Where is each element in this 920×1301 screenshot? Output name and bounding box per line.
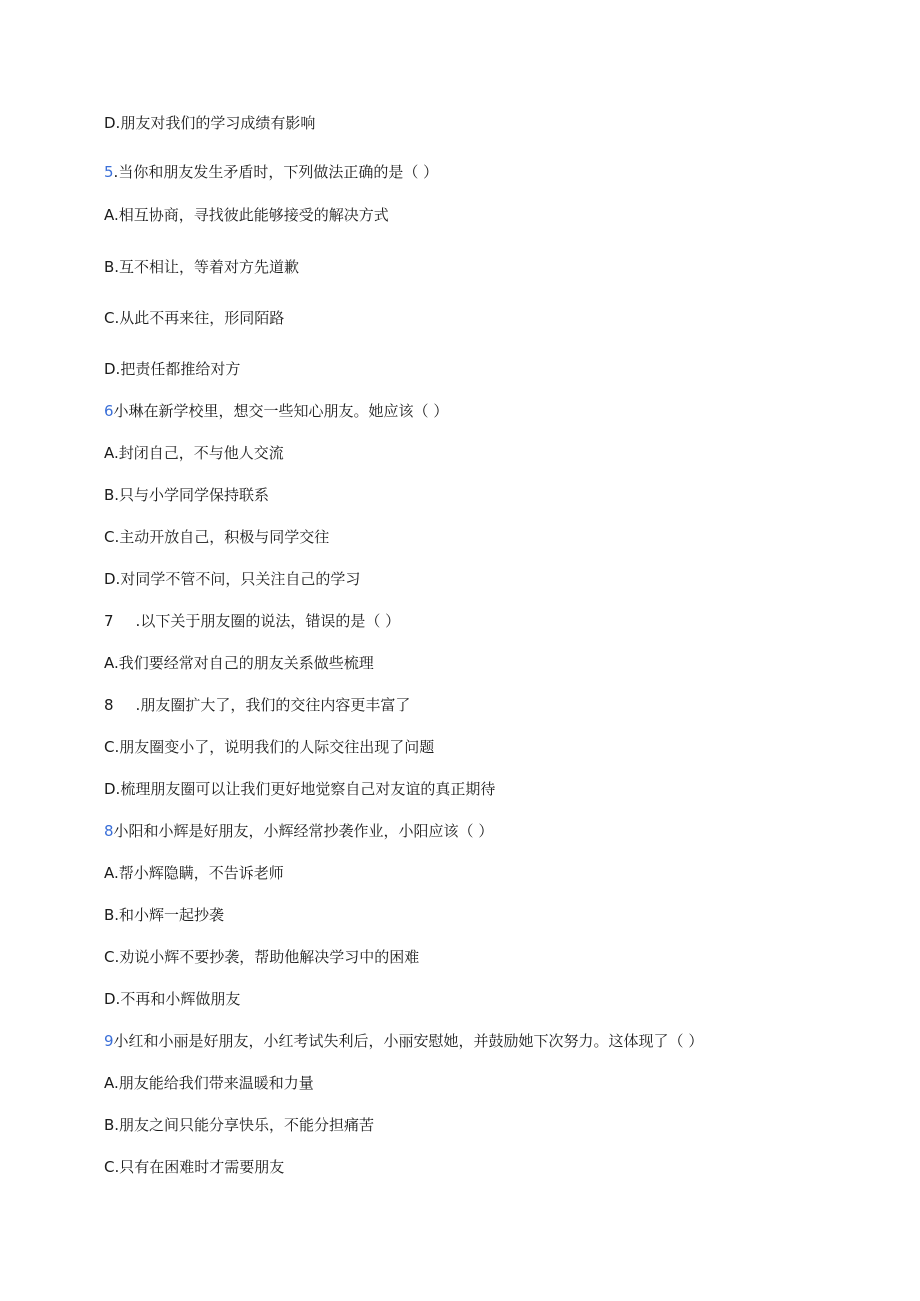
q9-option-b: B.朋友之间只能分享快乐，不能分担痛苦 <box>104 1116 375 1134</box>
q6-option-b: B.只与小学同学保持联系 <box>104 486 270 504</box>
q5-option-a: A.相互协商，寻找彼此能够接受的解决方式 <box>104 206 389 224</box>
question-5 <box>104 162 438 182</box>
q7-option-d: D.梳理朋友圈可以让我们更好地觉察自己对友谊的真正期待 <box>104 780 496 798</box>
q9-option-a: A.朋友能给我们带来温暖和力量 <box>104 1074 314 1092</box>
q5-option-c: C.从此不再来往，形同陌路 <box>104 309 285 327</box>
q6-option-d: D.对同学不管不问，只关注自己的学习 <box>104 570 361 588</box>
question-7 <box>104 611 400 631</box>
q6-option-c: C.主动开放自己，积极与同学交往 <box>104 528 330 546</box>
q7-option-c: C.朋友圈变小了，说明我们的人际交往出现了问题 <box>104 738 435 756</box>
misnumbered-label: 8 <box>104 696 114 714</box>
question-text: .当你和朋友发生矛盾时，下列做法正确的是（ ） <box>113 163 439 181</box>
question-9 <box>104 1031 703 1051</box>
question-number: 8 <box>104 822 114 840</box>
option-text: .朋友圈扩大了，我们的交往内容更丰富了 <box>135 696 411 714</box>
q6-option-a: A.封闭自己，不与他人交流 <box>104 444 284 462</box>
question-number: 5 <box>104 163 114 181</box>
question-number: 9 <box>104 1032 114 1050</box>
q8-option-d: D.不再和小辉做朋友 <box>104 990 241 1008</box>
question-text: 小琳在新学校里，想交一些知心朋友。她应该（ ） <box>113 402 449 420</box>
question-8 <box>104 821 493 841</box>
question-text: 小阳和小辉是好朋友，小辉经常抄袭作业，小阳应该（ ） <box>113 822 494 840</box>
q8-option-a: A.帮小辉隐瞒，不告诉老师 <box>104 864 284 882</box>
q8-option-b: B.和小辉一起抄袭 <box>104 906 225 924</box>
question-text: .以下关于朋友圈的说法，错误的是（ ） <box>135 612 401 630</box>
question-number: 7 <box>104 612 114 630</box>
q8-option-c: C.劝说小辉不要抄袭，帮助他解决学习中的困难 <box>104 948 420 966</box>
question-number: 6 <box>104 402 114 420</box>
q7-option-b <box>104 695 410 715</box>
q7-option-a: A.我们要经常对自己的朋友关系做些梳理 <box>104 654 374 672</box>
q5-option-b: B.互不相让，等着对方先道歉 <box>104 258 300 276</box>
question-6 <box>104 401 448 421</box>
q4-option-d: D.朋友对我们的学习成绩有影响 <box>104 114 316 132</box>
q9-option-c: C.只有在困难时才需要朋友 <box>104 1158 285 1176</box>
q5-option-d: D.把责任都推给对方 <box>104 360 241 378</box>
question-text: 小红和小丽是好朋友，小红考试失利后，小丽安慰她，并鼓励她下次努力。这体现了（ ） <box>113 1032 704 1050</box>
